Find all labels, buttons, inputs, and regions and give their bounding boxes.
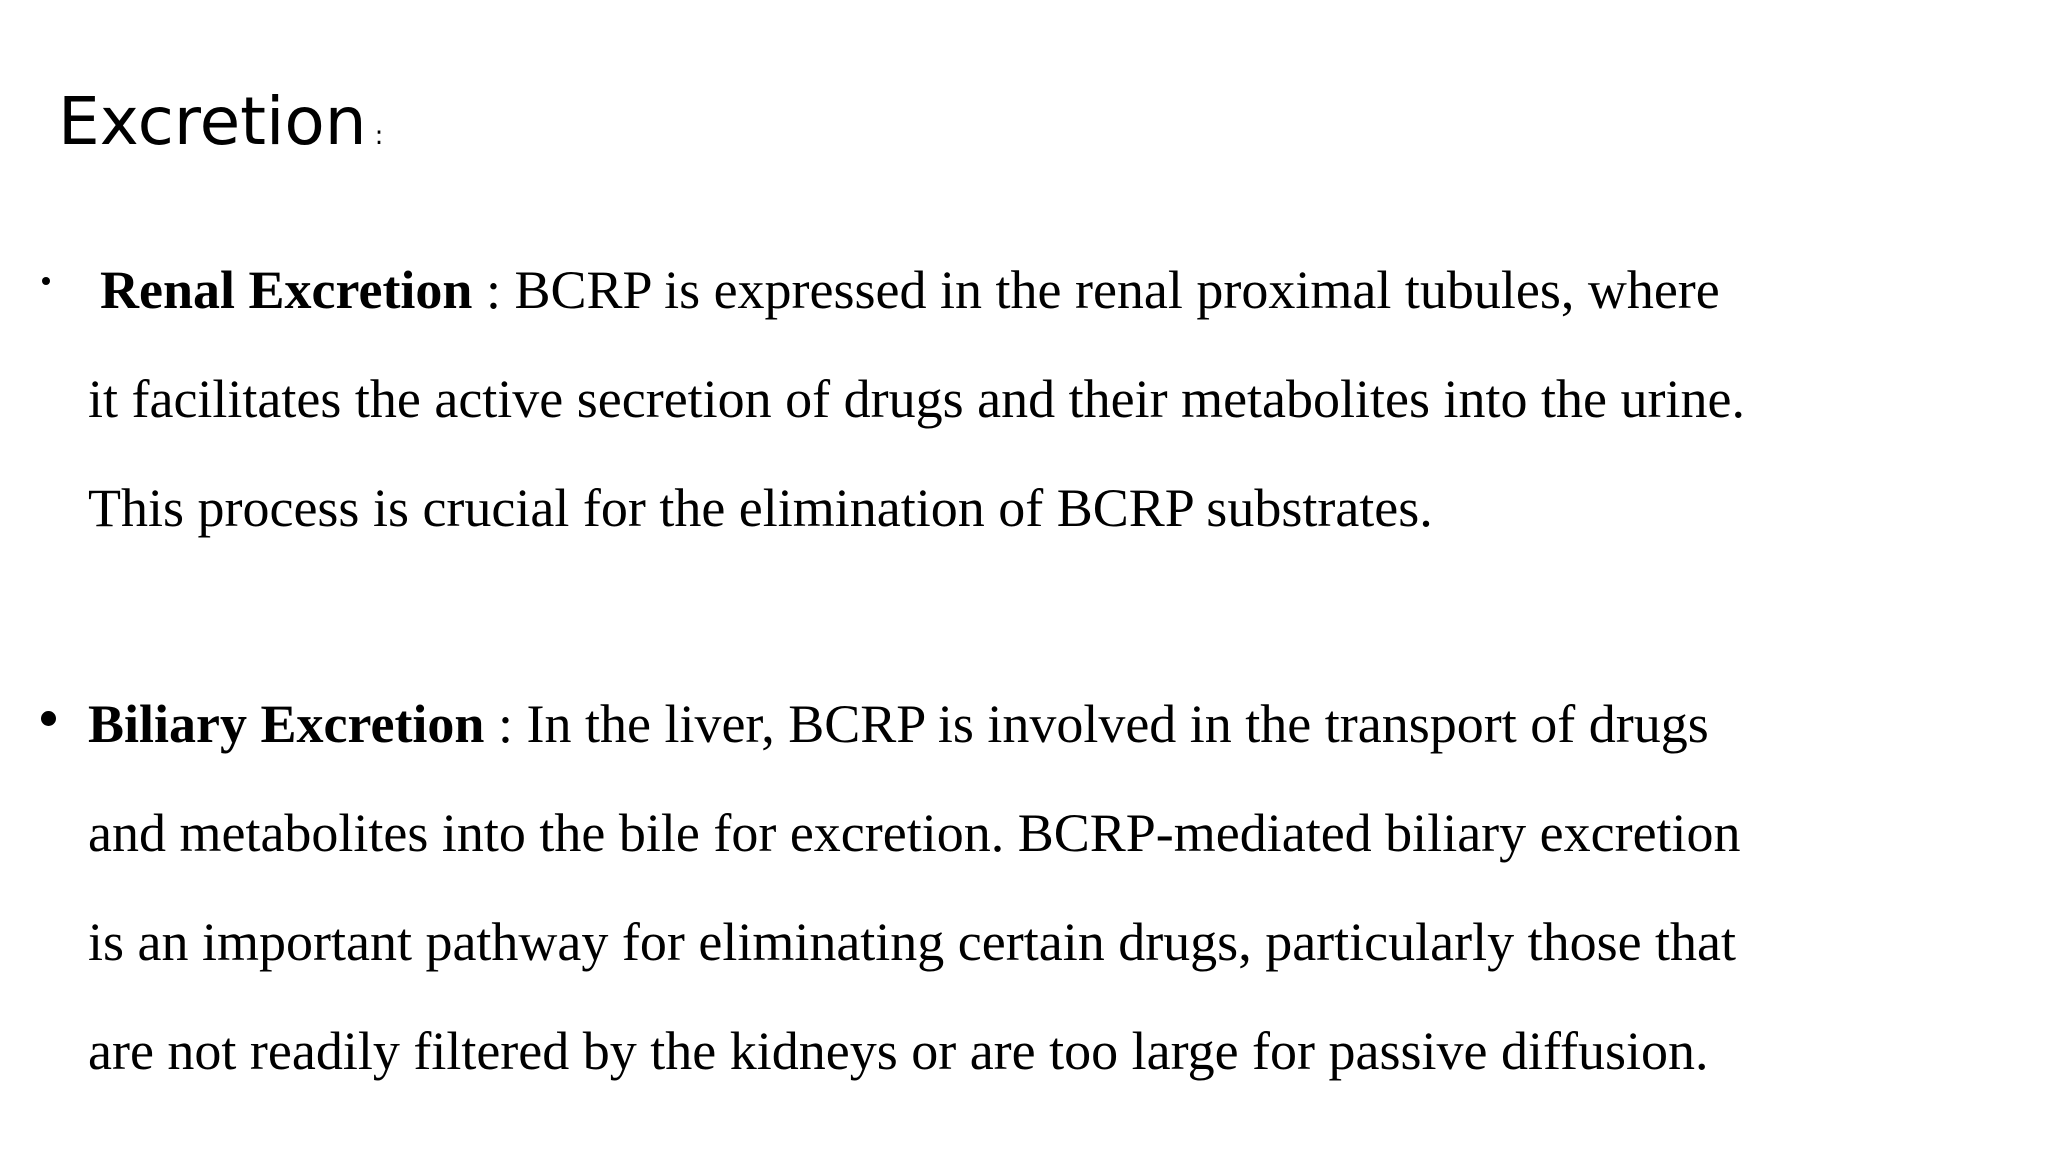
bullet-line: This process is crucial for the elimination of BCRP substrates.: [88, 478, 1433, 538]
bullet-line: is an important pathway for eliminating certain drugs, particularly those that: [88, 912, 1737, 972]
slide-title-text: Excretion: [58, 83, 367, 160]
bullet-dot-icon: [42, 277, 50, 285]
bullet-line: it facilitates the active secretion of drugs and their metabolites into the urine.: [88, 369, 1745, 429]
bullet-text: In the liver, BCRP is involved in the transport of drugs: [526, 694, 1709, 754]
slide-title: [58, 82, 383, 161]
bullet-label: Renal Excretion: [100, 260, 473, 320]
slide-title-colon: :: [374, 121, 384, 151]
bullet-line: [88, 670, 1988, 779]
bullet-renal-excretion: [88, 236, 1988, 563]
bullet-line: [88, 236, 1988, 345]
bullet-separator: :: [484, 694, 527, 754]
bullet-label: Biliary Excretion: [88, 694, 485, 754]
bullet-line: are not readily filtered by the kidneys or are too large for passive diffusion.: [88, 1021, 1709, 1081]
bullet-text: BCRP is expressed in the renal proximal tubules, where: [514, 260, 1720, 320]
bullet-separator: :: [472, 260, 515, 320]
bullet-line: and metabolites into the bile for excretion. BCRP-mediated biliary excretion: [88, 803, 1741, 863]
bullet-dot-icon: [41, 711, 56, 726]
bullet-biliary-excretion: [88, 670, 1988, 1106]
